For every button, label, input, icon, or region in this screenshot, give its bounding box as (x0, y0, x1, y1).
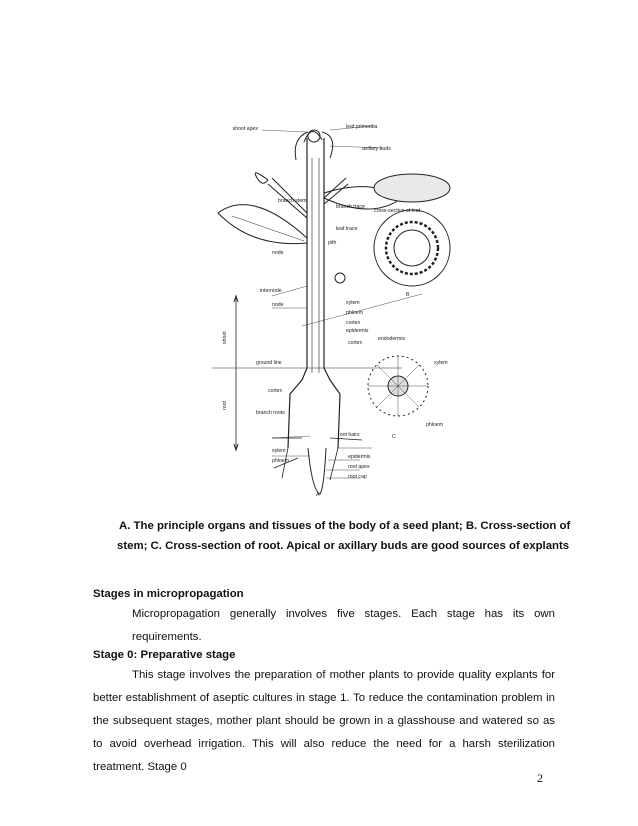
caption-line-1: A. The principle organs and tissues of the body of a seed plant; B. Cross-section of (119, 520, 571, 532)
label-cross-section-leaf: cross-section of leaf (374, 208, 421, 214)
label-epidermis-2: epidermis (348, 454, 371, 460)
label-xylem-3: xylem (272, 448, 286, 454)
caption-line-2: stem; C. Cross-section of root. Apical or axillary buds are good sources of explants (117, 540, 570, 552)
label-branch-roots: branch roots (256, 410, 285, 416)
plant-anatomy-figure (212, 118, 592, 500)
stages-paragraph: Micropropagation generally involves five stages. Each stage has its own requirements. (132, 608, 555, 643)
label-cortex-2: cortex (348, 340, 363, 346)
label-leaf-trace: leaf trace (336, 226, 358, 232)
leaf-cross-section (374, 174, 450, 202)
label-phloem-1: phloem (346, 310, 364, 316)
label-xylem-2: xylem (434, 360, 448, 366)
label-b: B (406, 292, 410, 298)
label-epidermis-1: epidermis (346, 328, 369, 334)
label-branch-trace: branch trace (336, 204, 365, 210)
label-phloem-2: phloem (426, 422, 444, 428)
label-a: A (316, 492, 320, 498)
label-root: root (222, 401, 228, 410)
stem-outline-right (324, 138, 340, 448)
label-phloem-3: phloem (272, 458, 290, 464)
stages-heading: Stages in micropropagation (93, 588, 244, 600)
stage0-paragraph: This stage involves the preparation of mother plants to provide quality explants for better establishment of aseptic cultures in stage 1. To reduce the contamination problem in the subsequent stages, mother plant should be grown in a glasshouse and watered so as to avoid overhead irrigation. This will also reduce the need for a harsh sterilization treatment. Stage 0 (93, 669, 555, 773)
label-endodermis: endodermis (378, 336, 406, 342)
axillary-bud (335, 273, 345, 283)
label-cortex-3: cortex (268, 388, 283, 394)
label-cortex-1: cortex (346, 320, 361, 326)
label-shoot: shoot (222, 331, 228, 344)
figure-caption (119, 516, 589, 556)
root-cap (308, 448, 326, 494)
label-branch-stem: branch stem (278, 198, 307, 204)
label-xylem-1: xylem (346, 300, 360, 306)
stage0-heading: Stage 0: Preparative stage (93, 649, 236, 661)
label-root-hairs: root hairs (338, 432, 360, 438)
stem-outline-left (288, 138, 307, 448)
label-internode: internode (260, 288, 282, 294)
label-leaf-primordia: leaf primordia (346, 124, 378, 130)
label-node-2: node (272, 302, 284, 308)
plant-diagram (212, 118, 592, 500)
label-pith: pith (328, 240, 337, 246)
page-number: 2 (537, 771, 543, 785)
label-axillary-buds: axillary buds (362, 146, 391, 152)
label-ground-line: ground line (256, 360, 282, 366)
label-shoot-apex: shoot apex (232, 126, 258, 132)
label-node-1: node (272, 250, 284, 256)
leaf-left (218, 205, 307, 244)
label-root-apex: root apex (348, 464, 370, 470)
label-c: C (392, 434, 396, 440)
label-root-cap: root cap (348, 474, 367, 480)
